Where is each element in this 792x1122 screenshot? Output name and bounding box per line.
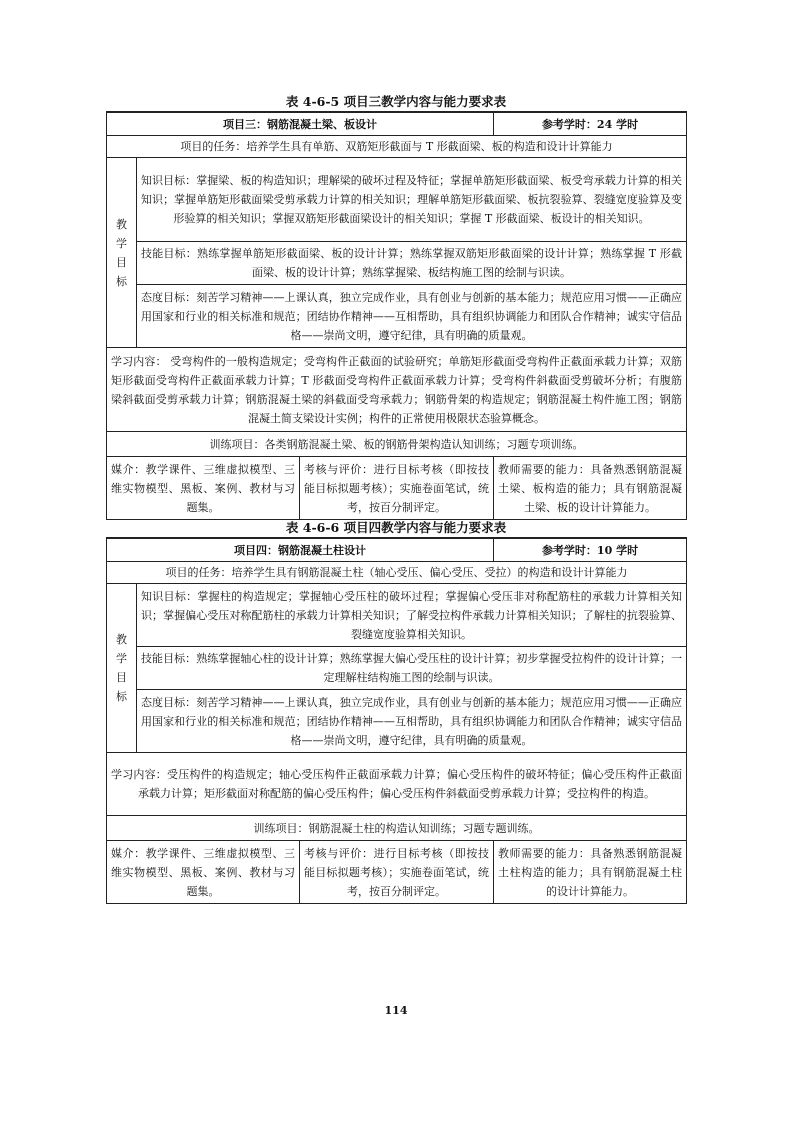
task-row [107,562,687,584]
skill-objective: 技能目标：熟练掌握轴心柱的设计计算；熟练掌握大偏心受压柱的设计计算；初步掌握受拉构件的设计计算；一定理解柱结构施工图的绘制与识读。 [137,647,687,690]
objectives-label: 教 学 目 标 [107,158,137,348]
table-header-row [107,538,687,562]
training-items: 训练项目：钢筋混凝土柱的构造认知训练；习题专题训练。 [107,816,687,841]
project-table [106,111,687,520]
project-task: 项目的任务：培养学生具有单筋、双筋矩形截面与 T 形截面梁、板的构造和设计计算能力 [107,136,687,158]
project-table [106,537,687,904]
project-task: 项目的任务：培养学生具有钢筋混凝土柱（轴心受压、偏心受压、受拉）的构造和设计计算能力 [107,562,687,584]
objectives-label: 教 学 目 标 [107,584,137,753]
learning-content: 学习内容： 受弯构件的一般构造规定；受弯构件正截面的试验研究；单筋矩形截面受弯构件正截面承载力计算；双筋矩形截面受弯构件正截面承载力计算；T 形截面受弯构件正截面承载力计算；受弯构件斜截面受剪破坏分析；有腹筋梁斜截面受剪承载力计算；钢筋混凝土梁的斜截面受弯承载力；钢筋骨架的构造规定；钢筋混凝土构件施工图；钢筋混凝土简支梁设计实例；构件的正常使用极限状态验算概念。 [107,348,687,432]
project-title: 项目四：钢筋混凝土柱设计 [107,538,494,562]
table-caption: 表 4-6-6 项目四教学内容与能力要求表 [285,520,507,535]
skill-objective: 技能目标：熟练掌握单筋矩形截面梁、板的设计计算；熟练掌握双筋矩形截面梁的设计计算；熟练掌握 T 形截面梁、板的设计计算；熟练掌握梁、板结构施工图的绘制与识读。 [137,242,687,285]
assessment: 考核与评价：进行目标考核（即按技能目标拟题考核）；实施卷面笔试，统考，按百分制评定。 [300,457,494,520]
resources-row [107,457,687,520]
task-row [107,136,687,158]
learning-content: 学习内容：受压构件的构造规定；轴心受压构件正截面承载力计算；偏心受压构件的破坏特征；偏心受压构件正截面承载力计算；矩形截面对称配筋的偏心受压构件；偏心受压构件斜截面受剪承载力计算；受拉构件的构造。 [107,753,687,816]
reference-hours: 参考学时：24 学时 [494,112,687,136]
training-row [107,432,687,457]
teaching-media: 媒介：教学课件、三维虚拟模型、三维实物模型、黑板、案例、教材与习题集。 [107,841,300,904]
project-title: 项目三：钢筋混凝土梁、板设计 [107,112,494,136]
attitude-row [107,285,687,348]
teacher-abilities: 教师需要的能力：具备熟悉钢筋混凝土梁、板构造的能力；具有钢筋混凝土梁、板的设计计算能力。 [494,457,687,520]
attitude-row [107,690,687,753]
knowledge-row [107,158,687,242]
assessment: 考核与评价：进行目标考核（即按技能目标拟题考核）；实施卷面笔试，统考，按百分制评定。 [300,841,494,904]
attitude-objective: 态度目标：刻苦学习精神——上课认真，独立完成作业，具有创业与创新的基本能力；规范应用习惯——正确应用国家和行业的相关标准和规范；团结协作精神——互相帮助，具有组织协调能力和团队合作精神；诚实守信品格——崇尚文明，遵守纪律，具有明确的质量观。 [137,285,687,348]
table-caption: 表 4-6-5 项目三教学内容与能力要求表 [285,94,507,109]
teaching-media: 媒介：教学课件、三维虚拟模型、三维实物模型、黑板、案例、教材与习题集。 [107,457,300,520]
reference-hours: 参考学时：10 学时 [494,538,687,562]
knowledge-objective: 知识目标：掌握梁、板的构造知识；理解梁的破坏过程及特征；掌握单筋矩形截面梁、板受弯承载力计算的相关知识；掌握单筋矩形截面梁受剪承载力计算的相关知识；理解单筋矩形截面梁、板抗裂验算、裂缝宽度验算及变形验算的相关知识；掌握双筋矩形截面梁设计的相关知识；掌握 T 形截面梁、板设计的相关知识。 [137,158,687,242]
resources-row [107,841,687,904]
training-items: 训练项目：各类钢筋混凝土梁、板的钢筋骨架构造认知训练；习题专项训练。 [107,432,687,457]
page-number: 114 [384,1004,408,1017]
content-row [107,753,687,816]
content-row [107,348,687,432]
attitude-objective: 态度目标：刻苦学习精神——上课认真，独立完成作业，具有创业与创新的基本能力；规范应用习惯——正确应用国家和行业的相关标准和规范；团结协作精神——互相帮助，具有组织协调能力和团队合作精神；诚实守信品格——崇尚文明，遵守纪律，具有明确的质量观。 [137,690,687,753]
skill-row [107,647,687,690]
teacher-abilities: 教师需要的能力：具备熟悉钢筋混凝土柱构造的能力；具有钢筋混凝土柱的设计计算能力。 [494,841,687,904]
skill-row [107,242,687,285]
knowledge-row [107,584,687,647]
training-row [107,816,687,841]
knowledge-objective: 知识目标：掌握柱的构造规定；掌握轴心受压柱的破坏过程；掌握偏心受压非对称配筋柱的承载力计算相关知识；掌握偏心受压对称配筋柱的承载力计算相关知识；了解受拉构件承载力计算相关知识；了解柱的抗裂验算、裂缝宽度验算相关知识。 [137,584,687,647]
table-header-row [107,112,687,136]
